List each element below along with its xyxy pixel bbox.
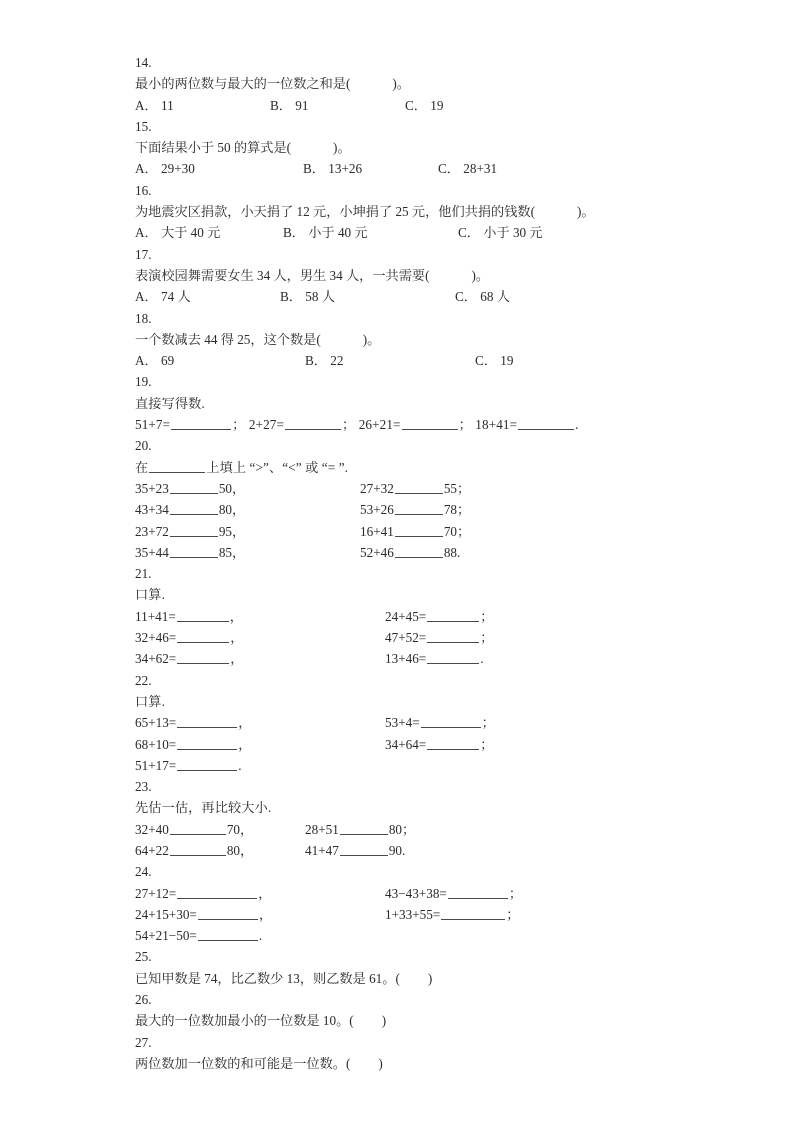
- expression: 43+34: [135, 502, 169, 518]
- compare-row: [135, 478, 675, 499]
- separator: .: [575, 417, 579, 433]
- option-row: [135, 286, 675, 307]
- answer-blank[interactable]: [177, 608, 229, 622]
- compare-left: [135, 478, 360, 499]
- answer-blank[interactable]: [177, 736, 237, 750]
- separator: ；: [481, 715, 495, 731]
- option-c[interactable]: C． 68 人: [455, 289, 510, 305]
- question-number: 15.: [135, 118, 152, 134]
- option-b[interactable]: B． 58 人: [280, 289, 335, 305]
- separator: ；: [342, 417, 356, 433]
- expression: 52+46: [360, 544, 394, 560]
- compare-row: [135, 521, 675, 542]
- stem-tail: ): [378, 1055, 383, 1071]
- calc-row: [135, 755, 675, 776]
- expression: 11+41=: [135, 608, 176, 624]
- expression: 34+64=: [385, 736, 427, 752]
- question-instruction: 口算.: [135, 693, 165, 709]
- stem-text: 最小的两位数与最大的一位数之和是(: [135, 76, 351, 92]
- compare-row: [135, 499, 675, 520]
- answer-blank[interactable]: [402, 416, 458, 430]
- stem-tail: ): [427, 970, 433, 986]
- question-number: 21.: [135, 566, 152, 582]
- answer-blank[interactable]: [177, 650, 229, 664]
- question-number: 24.: [135, 864, 152, 880]
- separator: ；: [480, 608, 494, 624]
- separator: ，: [230, 630, 244, 646]
- answer-blank[interactable]: [395, 501, 443, 515]
- estimate-row: [135, 819, 675, 840]
- answer-blank[interactable]: [198, 927, 258, 941]
- expression: 41+47: [305, 842, 339, 858]
- answer-blank[interactable]: [198, 906, 258, 920]
- expression: 47+52=: [385, 630, 427, 646]
- estimate-right: [305, 819, 415, 840]
- answer-blank[interactable]: [171, 416, 231, 430]
- expression: 32+46=: [135, 630, 177, 646]
- expression: 23+72: [135, 523, 169, 539]
- stem-text: 最大的一位数加最小的一位数是 10。(: [135, 1013, 354, 1029]
- question-number: 16.: [135, 182, 152, 198]
- question-stem: [135, 201, 675, 222]
- stem-tail: )。: [362, 331, 381, 347]
- answer-blank[interactable]: [177, 629, 229, 643]
- separator: ；: [480, 736, 494, 752]
- calc-row: [135, 606, 675, 627]
- stem-tail: )。: [392, 76, 410, 92]
- calc-right: [385, 904, 519, 925]
- truefalse-stem: [135, 968, 675, 989]
- question-number: 26.: [135, 992, 152, 1008]
- question-number: 19.: [135, 374, 152, 390]
- calc-row: [135, 648, 675, 669]
- answer-blank[interactable]: [441, 906, 505, 920]
- fill-in-row: [135, 414, 675, 435]
- answer-blank[interactable]: [170, 842, 226, 856]
- expression: 35+23: [135, 480, 169, 496]
- calc-right: [385, 712, 495, 733]
- value: 70，: [226, 821, 254, 837]
- option-c[interactable]: C． 28+31: [438, 161, 498, 177]
- question-instruction: 口算.: [135, 587, 165, 603]
- stem-text: 下面结果小于 50 的算式是(: [135, 140, 292, 156]
- truefalse-stem: [135, 1053, 675, 1074]
- expression: 26+21=: [358, 417, 401, 433]
- expression: 24+45=: [385, 608, 427, 624]
- expression: 68+10=: [135, 736, 177, 752]
- option-a[interactable]: A． 29+30: [135, 161, 195, 177]
- option-a[interactable]: A． 11: [135, 97, 174, 113]
- answer-blank[interactable]: [395, 544, 443, 558]
- option-c[interactable]: C． 小于 30 元: [458, 225, 543, 241]
- option-row: [135, 95, 675, 116]
- calc-right: [385, 606, 493, 627]
- answer-blank[interactable]: [395, 523, 443, 537]
- answer-blank[interactable]: [427, 608, 479, 622]
- stem-text: 两位数加一位数的和可能是一位数。(: [135, 1055, 351, 1071]
- calc-left: [135, 904, 385, 925]
- estimate-left: [135, 819, 305, 840]
- answer-blank[interactable]: [170, 523, 218, 537]
- stem-text: 已知甲数是 74，比乙数少 13，则乙数是 61。(: [135, 970, 400, 986]
- value: 90.: [388, 842, 406, 858]
- separator: ；: [480, 630, 494, 646]
- answer-blank[interactable]: [170, 544, 218, 558]
- separator: ；: [506, 906, 520, 922]
- question-number: 25.: [135, 949, 152, 965]
- answer-blank[interactable]: [518, 416, 574, 430]
- expression: 43−43+38=: [385, 885, 447, 901]
- instruction-tail: 上填上 “>”、“<” 或 “= ”.: [206, 459, 349, 475]
- calc-row: [135, 904, 675, 925]
- expression: 13+46=: [385, 651, 427, 667]
- value: 50，: [218, 480, 246, 496]
- option-row: [135, 158, 675, 179]
- compare-right: [360, 542, 460, 563]
- calc-left: [135, 648, 385, 669]
- stem-text: 表演校园舞需要女生 34 人，男生 34 人，一共需要(: [135, 267, 430, 283]
- instruction-head: 在: [135, 459, 149, 475]
- answer-blank[interactable]: [177, 885, 257, 899]
- question-stem: [135, 73, 675, 94]
- value: 95，: [218, 523, 246, 539]
- value: 88.: [443, 544, 461, 560]
- option-b[interactable]: B． 小于 40 元: [283, 225, 368, 241]
- separator: ，: [238, 736, 252, 752]
- answer-blank[interactable]: [427, 629, 479, 643]
- separator: ；: [458, 417, 472, 433]
- calc-row: [135, 627, 675, 648]
- value: 78；: [443, 502, 471, 518]
- calc-right: [385, 734, 493, 755]
- stem-tail: )。: [333, 140, 351, 156]
- expression: 24+15+30=: [135, 906, 197, 922]
- separator: ，: [230, 651, 244, 667]
- calc-row: [135, 925, 675, 946]
- stem-text: 为地震灾区捐款，小天捐了 12 元，小坤捐了 25 元，他们共捐的钱数(: [135, 204, 536, 220]
- value: 85，: [218, 544, 246, 560]
- estimate-row: [135, 840, 675, 861]
- separator: .: [238, 757, 242, 773]
- compare-right: [360, 499, 470, 520]
- expression: 51+7=: [135, 417, 171, 433]
- question-number: 18.: [135, 310, 152, 326]
- answer-blank[interactable]: [427, 736, 479, 750]
- option-c[interactable]: C． 19: [405, 97, 444, 113]
- expression: 64+22: [135, 842, 169, 858]
- separator: ；: [232, 417, 246, 433]
- answer-blank[interactable]: [340, 821, 388, 835]
- estimate-right: [305, 840, 405, 861]
- answer-blank[interactable]: [285, 416, 341, 430]
- expression: 54+21−50=: [135, 928, 197, 944]
- option-b[interactable]: B． 13+26: [303, 161, 363, 177]
- separator: ；: [508, 885, 523, 901]
- question-number: 23.: [135, 779, 152, 795]
- calc-row: [135, 712, 675, 733]
- answer-blank[interactable]: [170, 480, 218, 494]
- calc-left: [135, 755, 385, 776]
- option-a[interactable]: A． 69: [135, 353, 175, 369]
- question-number: 14.: [135, 55, 152, 70]
- option-b[interactable]: B． 22: [305, 353, 344, 369]
- option-row: [135, 222, 675, 243]
- expression: 28+51: [305, 821, 339, 837]
- expression: 18+41=: [475, 417, 518, 433]
- separator: ，: [238, 715, 252, 731]
- expression: 2+27=: [248, 417, 285, 433]
- question-number: 17.: [135, 246, 152, 262]
- compare-left: [135, 521, 360, 542]
- separator: .: [258, 928, 263, 944]
- question-stem: [135, 329, 675, 350]
- answer-blank[interactable]: [177, 714, 237, 728]
- calc-row: [135, 883, 675, 904]
- stem-tail: ): [381, 1013, 387, 1029]
- option-a[interactable]: A． 74 人: [135, 289, 191, 305]
- value: 80，: [226, 842, 254, 858]
- question-number: 20.: [135, 438, 152, 454]
- value: 80，: [218, 502, 246, 518]
- calc-left: [135, 925, 385, 946]
- expression: 53+4=: [385, 715, 420, 731]
- calc-left: [135, 883, 385, 904]
- calc-left: [135, 712, 385, 733]
- expression: 16+41: [360, 523, 394, 539]
- option-c[interactable]: C． 19: [475, 353, 514, 369]
- answer-blank[interactable]: [170, 501, 218, 515]
- separator: ，: [229, 608, 243, 624]
- worksheet-page: [135, 52, 675, 1074]
- answer-blank[interactable]: [427, 650, 479, 664]
- expression: 53+26: [360, 502, 394, 518]
- calc-row: [135, 734, 675, 755]
- expression: 65+13=: [135, 715, 177, 731]
- question-instruction: 先估一估，再比较大小.: [135, 800, 272, 816]
- option-a[interactable]: A． 大于 40 元: [135, 225, 221, 241]
- stem-tail: )。: [577, 204, 595, 220]
- separator: .: [480, 651, 484, 667]
- expression: 32+40: [135, 821, 169, 837]
- separator: ，: [258, 906, 273, 922]
- question-number: 22.: [135, 672, 152, 688]
- expression: 1+33+55=: [385, 906, 441, 922]
- answer-blank[interactable]: [149, 459, 205, 473]
- answer-blank[interactable]: [177, 757, 237, 771]
- calc-left: [135, 627, 385, 648]
- value: 55；: [443, 480, 471, 496]
- compare-row: [135, 542, 675, 563]
- separator: ，: [258, 885, 272, 901]
- calc-left: [135, 606, 385, 627]
- calc-right: [385, 883, 522, 904]
- expression: 27+32: [360, 480, 394, 496]
- value: 70；: [443, 523, 471, 539]
- compare-right: [360, 478, 470, 499]
- answer-blank[interactable]: [395, 480, 443, 494]
- calc-right: [385, 627, 493, 648]
- question-stem: [135, 137, 675, 158]
- answer-blank[interactable]: [448, 885, 508, 899]
- compare-right: [360, 521, 470, 542]
- truefalse-stem: [135, 1010, 675, 1031]
- question-instruction: [135, 457, 675, 478]
- expression: 35+44: [135, 544, 169, 560]
- answer-blank[interactable]: [170, 821, 226, 835]
- question-stem: [135, 265, 675, 286]
- expression: 51+17=: [135, 757, 177, 773]
- answer-blank[interactable]: [340, 842, 388, 856]
- compare-left: [135, 499, 360, 520]
- calc-left: [135, 734, 385, 755]
- answer-blank[interactable]: [421, 714, 481, 728]
- compare-left: [135, 542, 360, 563]
- stem-text: 一个数减去 44 得 25，这个数是(: [135, 331, 321, 347]
- option-row: [135, 350, 675, 371]
- question-instruction: 直接写得数.: [135, 395, 205, 411]
- option-b[interactable]: B． 91: [270, 97, 309, 113]
- question-number: 27.: [135, 1034, 152, 1050]
- value: 80；: [388, 821, 416, 837]
- expression: 34+62=: [135, 651, 177, 667]
- calc-right: [385, 648, 484, 669]
- expression: 27+12=: [135, 885, 177, 901]
- stem-tail: )。: [471, 267, 490, 283]
- estimate-left: [135, 840, 305, 861]
